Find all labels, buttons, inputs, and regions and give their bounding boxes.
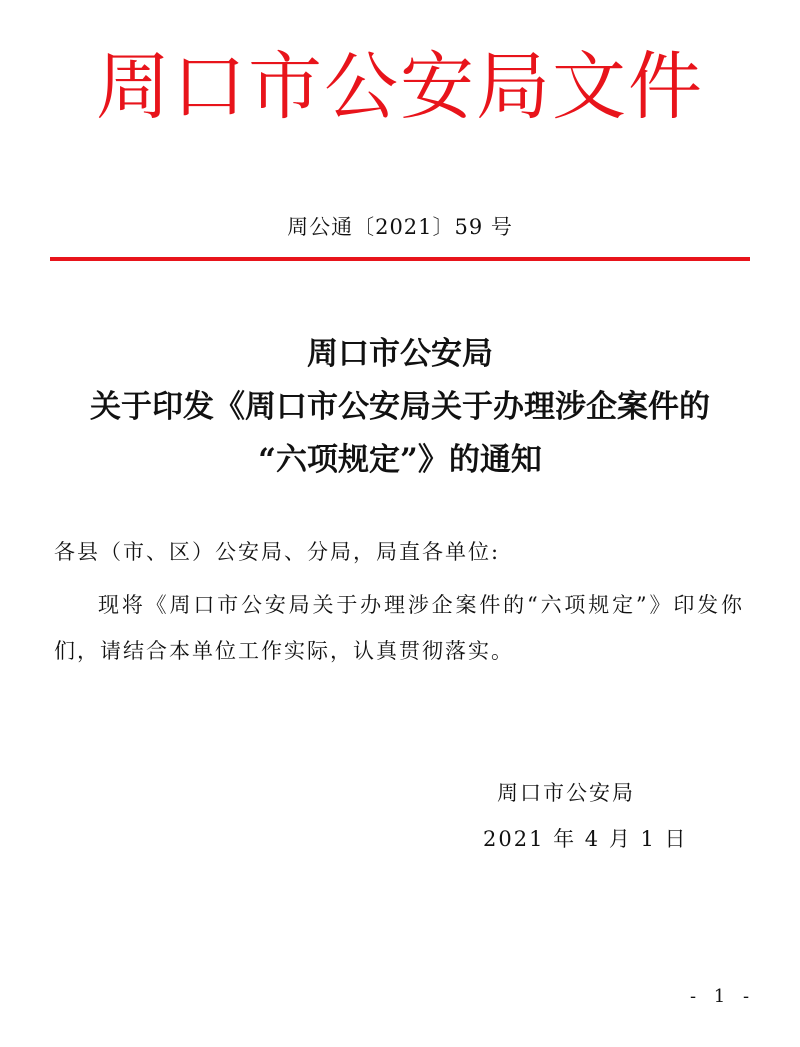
page-number: - 1 -: [690, 986, 756, 1007]
document-number: 周公通〔2021〕59 号: [287, 215, 513, 239]
document-masthead: 周口市公安局文件: [96, 44, 704, 130]
title-line-1: 周口市公安局: [307, 336, 493, 372]
salutation: 各县（市、区）公安局、分局，局直各单位:: [54, 540, 501, 564]
body-paragraph: 现将《周口市公安局关于办理涉企案件的“六项规定”》印发你们，请结合本单位工作实际，认真贯彻落实。: [54, 593, 744, 663]
title-line-2: 关于印发《周口市公安局关于办理涉企案件的: [90, 389, 710, 425]
issue-date: 2021 年 4 月 1 日: [483, 827, 688, 851]
document-title: [0, 328, 800, 487]
issuer-signature: 周口市公安局: [497, 781, 635, 805]
title-line-3: “六项规定”》的通知: [258, 442, 542, 478]
red-separator-line: [50, 257, 750, 261]
